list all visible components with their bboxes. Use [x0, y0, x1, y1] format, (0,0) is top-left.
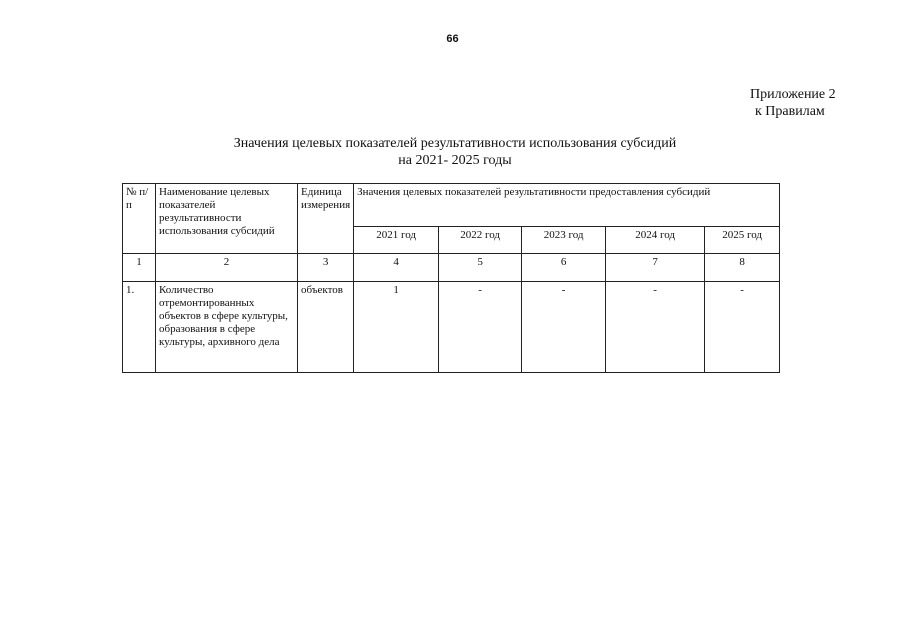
row-value-2025: - — [705, 282, 780, 373]
title-line-2: на 2021- 2025 годы — [398, 153, 512, 168]
table-row — [123, 282, 780, 373]
header-unit: Единица измерения — [298, 184, 354, 254]
page-number: 66 — [446, 33, 459, 45]
indicators-table — [122, 183, 780, 373]
document-title — [180, 135, 730, 169]
appendix-caption — [750, 86, 870, 120]
header-name: Наименование целевых показателей результативности использования субсидий — [156, 184, 298, 254]
column-number-row — [123, 254, 780, 282]
year-2022: 2022 год — [439, 227, 522, 254]
appendix-line-1: Приложение 2 — [750, 87, 836, 102]
column-number: 8 — [705, 254, 780, 282]
column-number: 5 — [439, 254, 522, 282]
row-indicator-name: Количество отремонтированных объектов в сфере культуры, образования в сфере культуры, архивного дела — [156, 282, 298, 373]
appendix-line-2: к Правилам — [755, 104, 825, 119]
year-2021: 2021 год — [354, 227, 439, 254]
column-number: 1 — [123, 254, 156, 282]
header-values: Значения целевых показателей результативности предоставления субсидий — [354, 184, 780, 227]
header-num: № п/п — [123, 184, 156, 254]
year-2023: 2023 год — [522, 227, 606, 254]
column-number: 2 — [156, 254, 298, 282]
column-number: 3 — [298, 254, 354, 282]
row-value-2023: - — [522, 282, 606, 373]
row-value-2024: - — [606, 282, 705, 373]
year-2025: 2025 год — [705, 227, 780, 254]
row-num: 1. — [123, 282, 156, 373]
row-unit: объектов — [298, 282, 354, 373]
column-number: 7 — [606, 254, 705, 282]
column-number: 6 — [522, 254, 606, 282]
year-2024: 2024 год — [606, 227, 705, 254]
row-value-2022: - — [439, 282, 522, 373]
title-line-1: Значения целевых показателей результативности использования субсидий — [233, 136, 677, 151]
column-number: 4 — [354, 254, 439, 282]
row-value-2021: 1 — [354, 282, 439, 373]
table-header-row — [123, 184, 780, 227]
